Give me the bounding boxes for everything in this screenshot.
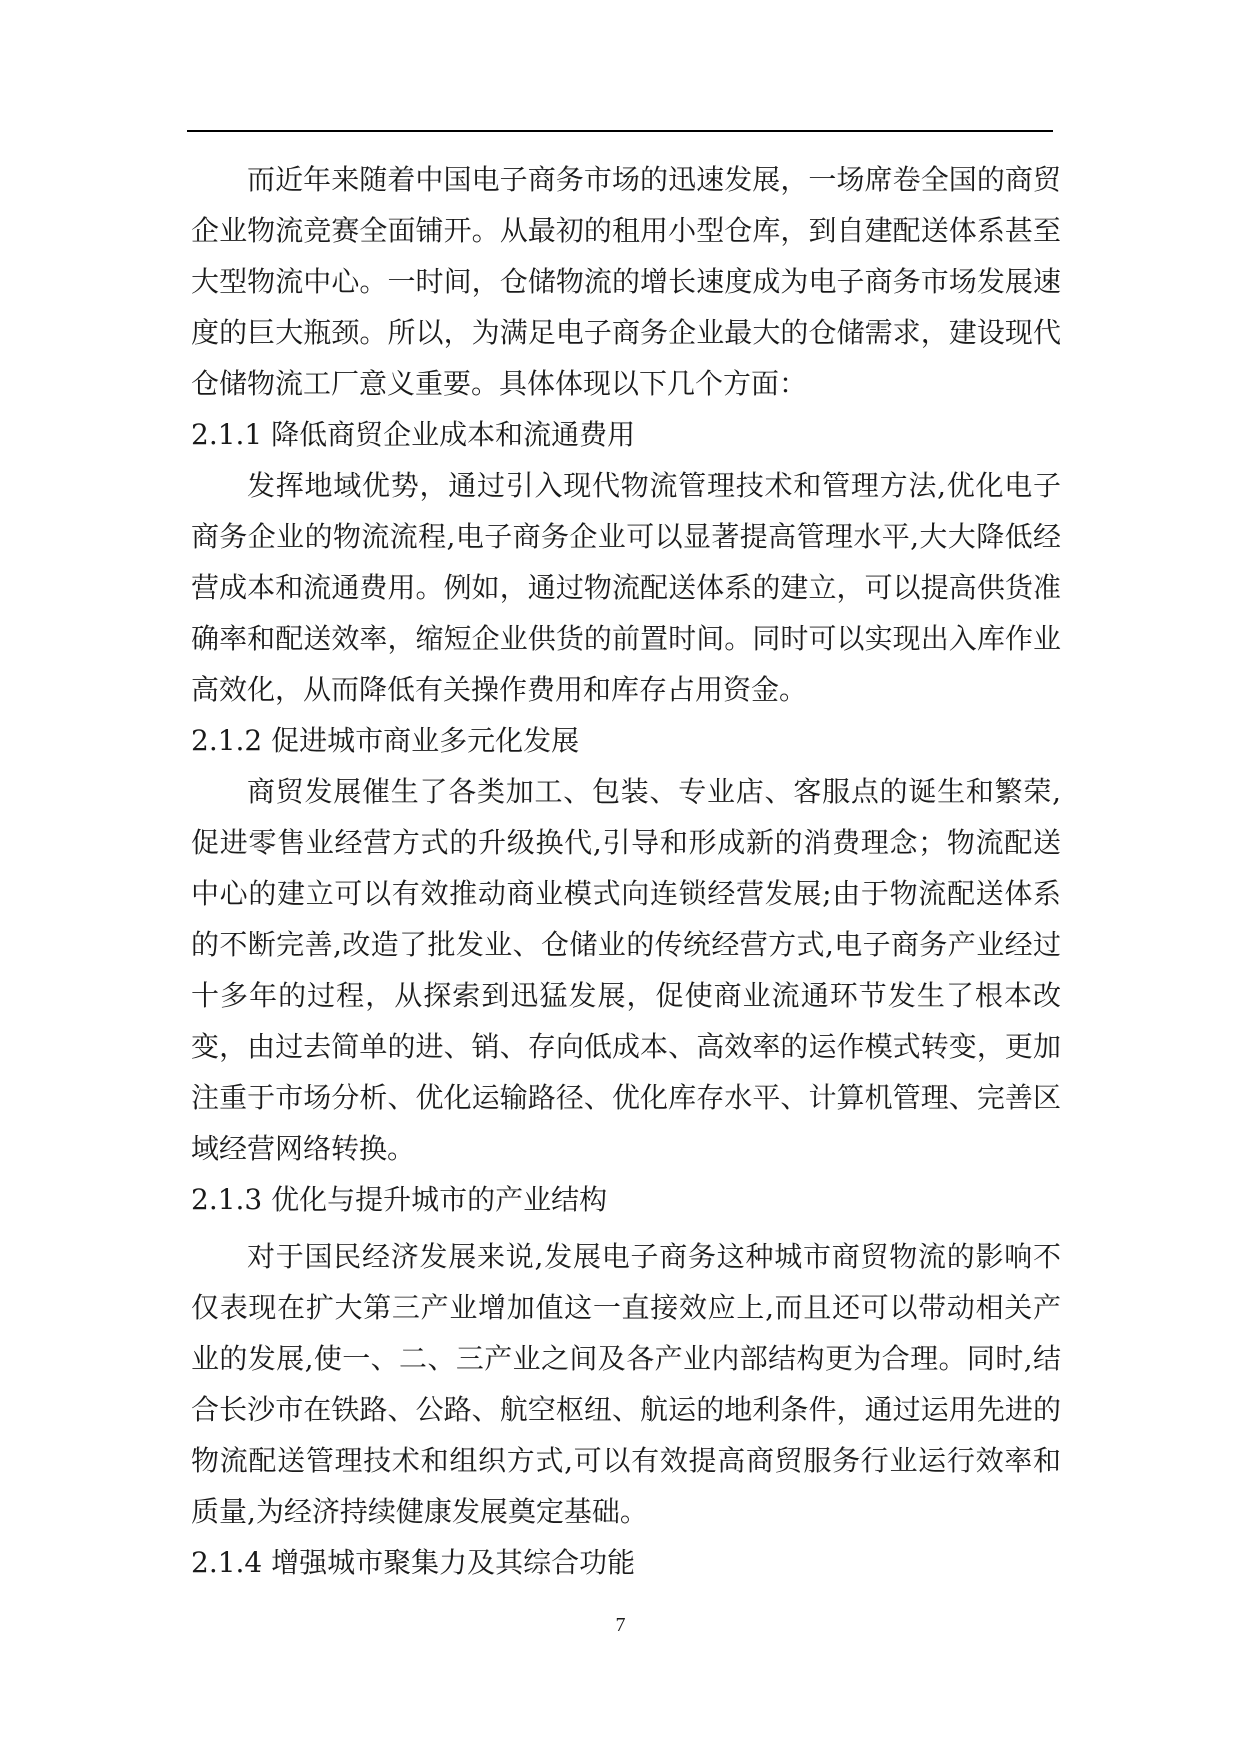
section-heading-2-1-3: 2.1.3 优化与提升城市的产业结构 bbox=[191, 1183, 608, 1216]
intro-paragraph: 而近年来随着中国电子商务市场的迅速发展，一场席卷全国的商贸企业物流竞赛全面铺开。从最初的租用小型仓库，到自建配送体系甚至大型物流中心。一时间，仓储物流的增长速度成为电子商务市场发展速度的巨大瓶颈。所以，为满足电子商务企业最大的仓储需求，建设现代仓储物流工厂意义重要。具体体现以下几个方面： bbox=[191, 163, 1061, 400]
header-rule bbox=[187, 130, 1053, 132]
body-content bbox=[191, 154, 1061, 1588]
section-paragraph-2-1-1: 发挥地域优势，通过引入现代物流管理技术和管理方法,优化电子商务企业的物流流程,电子商务企业可以显著提高管理水平,大大降低经营成本和流通费用。例如，通过物流配送体系的建立，可以提高供货准确率和配送效率，缩短企业供货的前置时间。同时可以实现出入库作业高效化，从而降低有关操作费用和库存占用资金。 bbox=[191, 469, 1061, 706]
page-number: 7 bbox=[615, 1614, 626, 1636]
section-heading-2-1-4: 2.1.4 增强城市聚集力及其综合功能 bbox=[191, 1546, 636, 1579]
section-heading-2-1-2: 2.1.2 促进城市商业多元化发展 bbox=[191, 724, 580, 757]
section-paragraph-2-1-2: 商贸发展催生了各类加工、包装、专业店、客服点的诞生和繁荣,促进零售业经营方式的升级换代,引导和形成新的消费理念；物流配送中心的建立可以有效推动商业模式向连锁经营发展;由于物流配送体系的不断完善,改造了批发业、仓储业的传统经营方式,电子商务产业经过十多年的过程，从探索到迅猛发展，促使商业流通环节发生了根本改变，由过去简单的进、销、存向低成本、高效率的运作模式转变，更加注重于市场分析、优化运输路径、优化库存水平、计算机管理、完善区域经营网络转换。 bbox=[191, 775, 1061, 1165]
section-paragraph-2-1-3: 对于国民经济发展来说,发展电子商务这种城市商贸物流的影响不仅表现在扩大第三产业增加值这一直接效应上,而且还可以带动相关产业的发展,使一、二、三产业之间及各产业内部结构更为合理。同时,结合长沙市在铁路、公路、航空枢纽、航运的地利条件，通过运用先进的物流配送管理技术和组织方式,可以有效提高商贸服务行业运行效率和质量,为经济持续健康发展奠定基础。 bbox=[191, 1240, 1061, 1528]
section-heading-2-1-1: 2.1.1 降低商贸企业成本和流通费用 bbox=[191, 418, 636, 451]
